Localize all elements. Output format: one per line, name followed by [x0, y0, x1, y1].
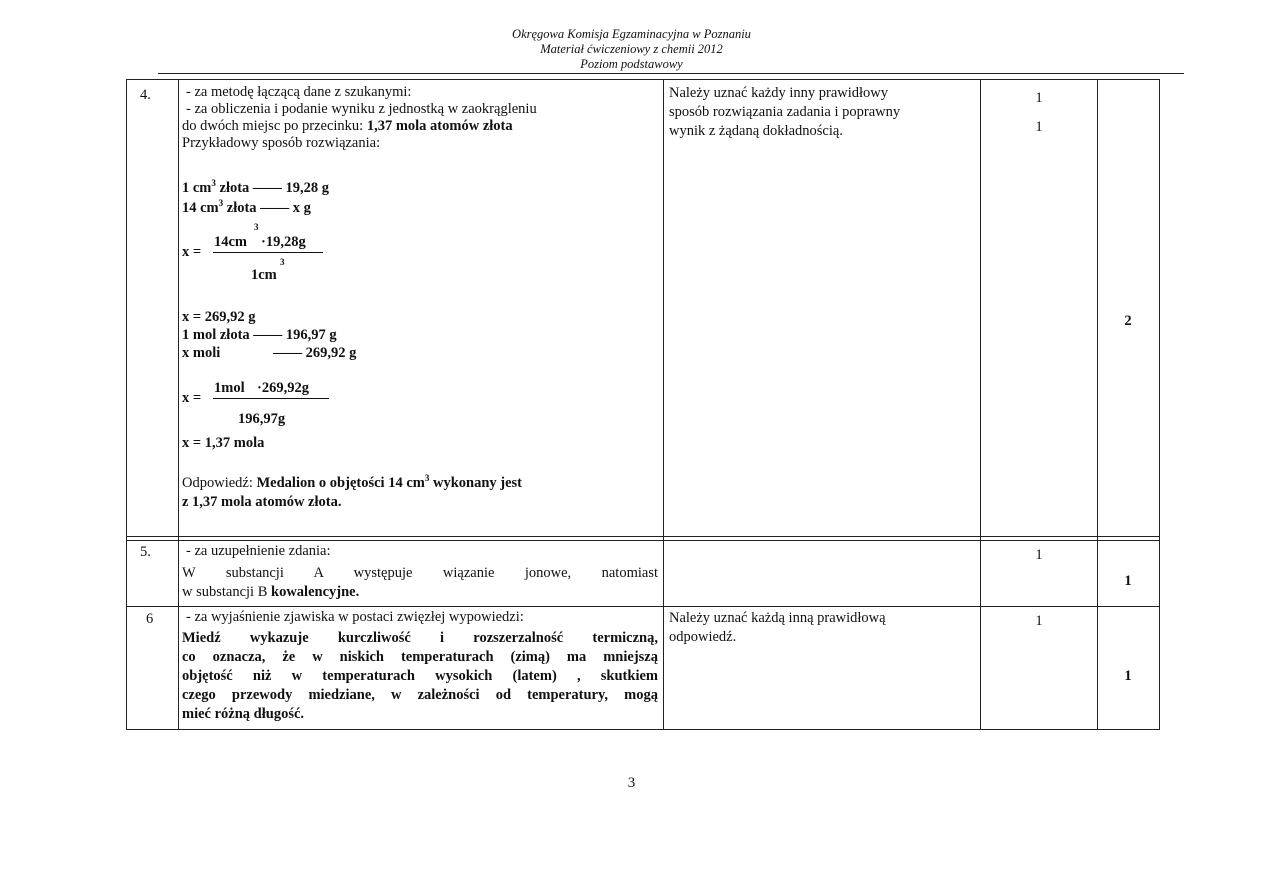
- row-divider: [126, 606, 1160, 607]
- header-material: Materiał ćwiczeniowy z chemii 2012: [540, 42, 723, 56]
- column-divider: [663, 79, 664, 729]
- criterion-line: - za metodę łączącą dane z szukanymi:: [186, 84, 412, 100]
- note-line: sposób rozwiązania zadania i poprawny: [669, 104, 901, 120]
- criterion-paragraph: [182, 564, 658, 602]
- criterion-paragraph: [182, 629, 658, 724]
- note-line: Należy uznać każdą inną prawidłową: [669, 610, 886, 626]
- table-border-bottom: [126, 729, 1160, 730]
- document-header: [0, 27, 1263, 72]
- header-level: Poziom podstawowy: [580, 57, 683, 71]
- criterion-line: mieć różną długość.: [182, 706, 305, 722]
- solution-line: x moli: [182, 345, 221, 361]
- total-points: 1: [1124, 668, 1132, 684]
- note-line: odpowiedź.: [669, 629, 737, 645]
- table-border-top: [126, 79, 1160, 80]
- page-number: 3: [627, 775, 636, 791]
- total-points: 1: [1124, 573, 1132, 589]
- exponent: 3: [218, 198, 224, 208]
- criterion-line: - za wyjaśnienie zjawiska w postaci zwięzłej wypowiedzi:: [186, 609, 524, 625]
- fraction-numerator: ·19,28g: [261, 234, 306, 250]
- solution-text: złota —— x g: [223, 200, 311, 216]
- fraction-numerator: 1mol: [214, 380, 245, 396]
- note-line: Należy uznać każdy inny prawidłowy: [669, 85, 889, 101]
- criterion-line: Miedź wykazuje kurczliwość i rozszerzalność termiczną,: [182, 630, 658, 646]
- fraction-numerator: 14cm: [214, 234, 248, 250]
- column-divider: [126, 79, 127, 729]
- criterion-result: kowalencyjne.: [271, 584, 360, 600]
- criterion-line: - za uzupełnienie zdania:: [186, 543, 331, 559]
- solution-line: x = 1,37 mola: [182, 435, 265, 451]
- criterion-line: W substancji A występuje wiązanie jonowe, natomiast: [182, 565, 658, 581]
- answer-text: wykonany jest: [429, 475, 522, 491]
- task-number: 5.: [140, 544, 151, 560]
- total-points: 2: [1124, 313, 1132, 329]
- answer-line: z 1,37 mola atomów złota.: [182, 494, 342, 510]
- criterion-text: w substancji B: [182, 584, 272, 600]
- equation-lhs: x =: [182, 244, 202, 260]
- solution-line: x = 269,92 g: [182, 309, 256, 325]
- partial-points: 1: [1035, 613, 1043, 629]
- partial-points: 1: [1035, 547, 1043, 563]
- column-divider: [980, 79, 981, 729]
- task-number: 6: [146, 611, 154, 627]
- solution-line: —— 269,92 g: [273, 345, 357, 361]
- criterion-line: [182, 583, 658, 602]
- equation-lhs: x =: [182, 390, 202, 406]
- criterion-line: - za obliczenia i podanie wyniku z jednostką w zaokrągleniu: [186, 101, 537, 117]
- solution-line: [182, 180, 329, 197]
- partial-points: 1: [1035, 90, 1043, 106]
- solution-line: 1 mol złota —— 196,97 g: [182, 327, 337, 343]
- note-line: wynik z żądaną dokładnością.: [669, 123, 843, 139]
- answer-text: Medalion o objętości 14 cm: [256, 475, 425, 491]
- solution-text: złota —— 19,28 g: [215, 180, 330, 196]
- fraction-bar: [213, 398, 329, 399]
- fraction-denominator: 1cm: [251, 267, 277, 283]
- criterion-text: do dwóch miejsc po przecinku:: [182, 118, 364, 134]
- fraction-denominator: 196,97g: [238, 411, 286, 427]
- criterion-line: czego przewody miedziane, w zależności od temperatury, mogą: [182, 687, 658, 703]
- header-rule: [158, 73, 1184, 74]
- criterion-line: Przykładowy sposób rozwiązania:: [182, 135, 381, 151]
- exponent: 3: [280, 257, 285, 267]
- solution-line: [182, 200, 311, 217]
- row-divider: [126, 536, 1160, 537]
- exponent: 3: [424, 473, 430, 483]
- solution-text: 1 cm: [182, 180, 212, 196]
- header-institution: Okręgowa Komisja Egzaminacyjna w Poznaniu: [512, 27, 751, 41]
- exponent: 3: [211, 178, 216, 188]
- partial-points: 1: [1035, 119, 1043, 135]
- solution-text: 14 cm: [182, 200, 219, 216]
- criterion-line: [182, 118, 513, 135]
- task-number: 4.: [140, 87, 151, 103]
- exponent: 3: [254, 222, 259, 232]
- column-divider: [178, 79, 179, 729]
- criterion-line: co oznacza, że w niskich temperaturach (zimą) ma mniejszą: [182, 649, 658, 665]
- criterion-line: objętość niż w temperaturach wysokich (latem) , skutkiem: [182, 668, 658, 684]
- fraction-numerator: ·269,92g: [257, 380, 309, 396]
- answer-label: Odpowiedź:: [182, 475, 253, 491]
- fraction-bar: [213, 252, 323, 253]
- column-divider: [1097, 79, 1098, 729]
- criterion-result: 1,37 mola atomów złota: [366, 118, 513, 134]
- column-divider: [1159, 79, 1160, 729]
- row-divider: [126, 540, 1160, 541]
- answer-line: [182, 475, 522, 492]
